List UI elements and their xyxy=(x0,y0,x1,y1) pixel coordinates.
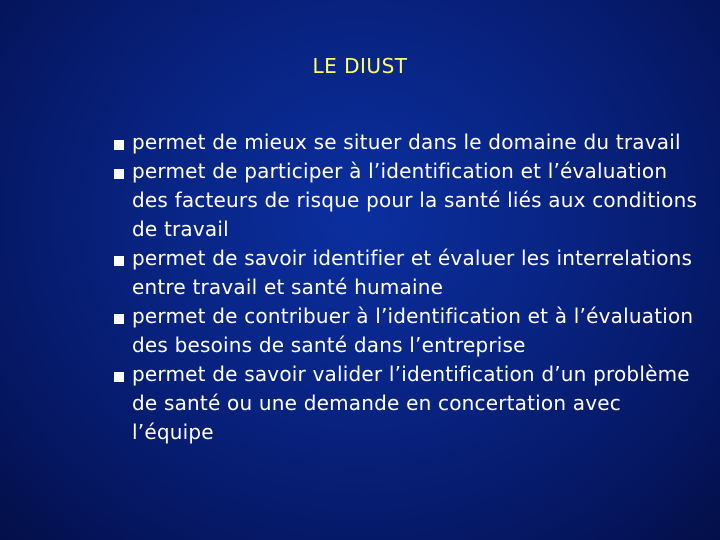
bullet-text: permet de contribuer à l’identification et à l’évaluation des besoins de santé dans l’entreprise xyxy=(132,304,694,357)
bullet-item xyxy=(112,244,702,302)
slide-title-text: LE DIUST xyxy=(312,54,408,78)
square-bullet-icon xyxy=(114,372,124,382)
square-bullet-icon xyxy=(114,169,124,179)
bullet-text: permet de savoir identifier et évaluer les interrelations entre travail et santé humaine xyxy=(132,246,693,299)
bullet-item xyxy=(112,157,702,244)
square-bullet-icon xyxy=(114,256,124,266)
slide-title xyxy=(0,54,720,78)
bullet-text: permet de participer à l’identification et l’évaluation des facteurs de risque pour la santé liés aux conditions de travail xyxy=(132,159,698,241)
bullet-item xyxy=(112,128,702,157)
square-bullet-icon xyxy=(114,314,124,324)
bullet-list xyxy=(112,128,702,447)
bullet-text: permet de mieux se situer dans le domaine du travail xyxy=(132,130,681,154)
square-bullet-icon xyxy=(114,140,124,150)
bullet-item xyxy=(112,302,702,360)
bullet-item xyxy=(112,360,702,447)
bullet-text: permet de savoir valider l’identification d’un problème de santé ou une demande en concertation avec l’équipe xyxy=(132,362,690,444)
